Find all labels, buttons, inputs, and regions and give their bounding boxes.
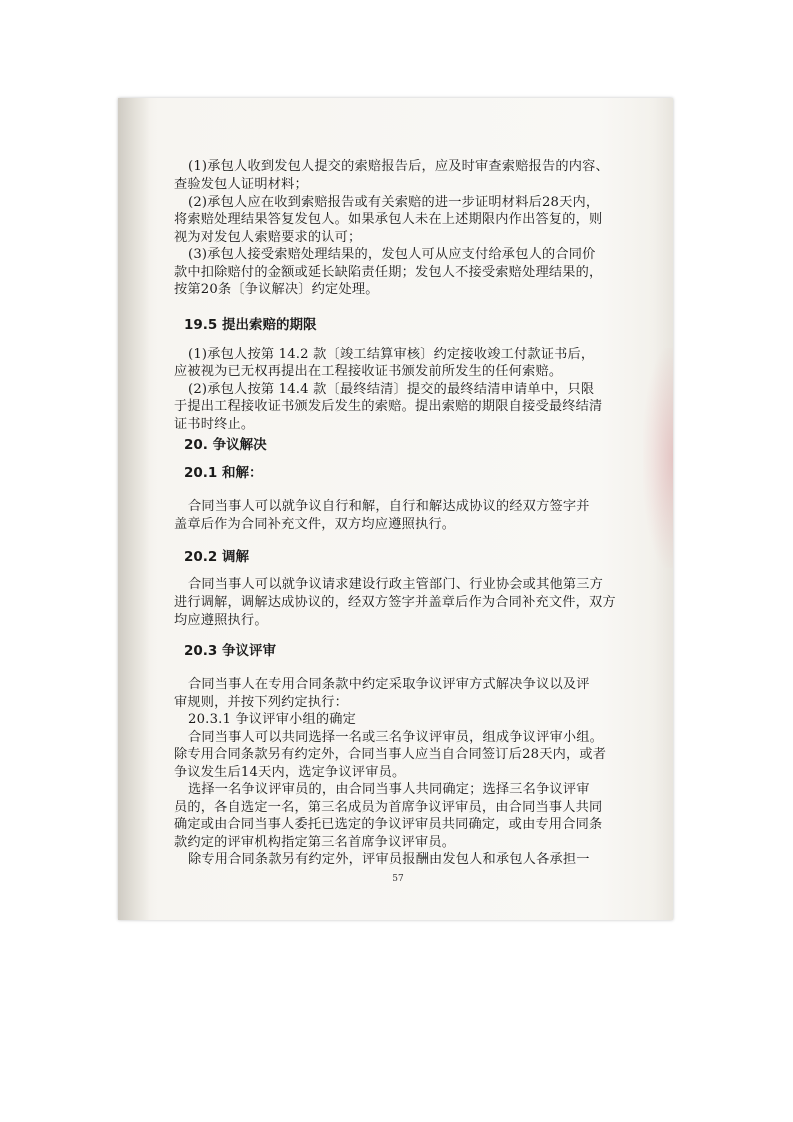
paragraph-line: 确定或由合同当事人委托已选定的争议评审员共同确定，或由专用合同条	[174, 817, 603, 832]
paragraph-line: (3)承包人接受索赔处理结果的，发包人可从应支付给承包人的合同价	[188, 247, 596, 262]
paragraph-line: 除专用合同条款另有约定外，评审员报酬由发包人和承包人各承担一	[188, 852, 590, 867]
paragraph-line: 选择一名争议评审员的，由合同当事人共同确定；选择三名争议评审	[188, 782, 590, 797]
paragraph-line: 合同当事人可以共同选择一名或三名争议评审员，组成争议评审小组。	[188, 730, 604, 745]
paragraph-line: (1)承包人按第 14.2 款〔竣工结算审核〕约定接收竣工付款证书后，	[188, 347, 595, 362]
section-heading: 20. 争议解决	[184, 437, 267, 453]
section-heading: 20.1 和解：	[184, 465, 263, 481]
paragraph-line: (2)承包人按第 14.4 款〔最终结清〕提交的最终结清申请单中，只限	[188, 382, 595, 397]
paragraph-line: 按第20条〔争议解决〕约定处理。	[174, 282, 379, 297]
paragraph-line: 争议发生后14天内，选定争议评审员。	[174, 765, 406, 780]
paragraph-line: 合同当事人在专用合同条款中约定采取争议评审方式解决争议以及评	[188, 677, 590, 692]
paragraph-line: 员的，各自选定一名，第三名成员为首席争议评审员，由合同当事人共同	[174, 800, 603, 815]
page-body	[118, 98, 673, 920]
paragraph-line: 款约定的评审机构指定第三名首席争议评审员。	[174, 835, 456, 850]
section-heading: 20.2 调解	[184, 549, 250, 565]
paragraph-line: 进行调解，调解达成协议的，经双方签字并盖章后作为合同补充文件，双方	[174, 595, 616, 610]
paragraph-line: (1)承包人收到发包人提交的索赔报告后，应及时审查索赔报告的内容、	[188, 159, 609, 174]
page-number: 57	[392, 874, 404, 884]
paragraph-line: 将索赔处理结果答复发包人。如果承包人未在上述期限内作出答复的，则	[174, 212, 603, 227]
scanned-page	[118, 98, 673, 920]
paragraph-line: 除专用合同条款另有约定外，合同当事人应当自合同签订后28天内，或者	[174, 747, 607, 762]
paragraph-line: 合同当事人可以就争议请求建设行政主管部门、行业协会或其他第三方	[188, 577, 604, 592]
paragraph-line: 审规则，并按下列约定执行：	[174, 695, 349, 710]
paragraph-line: 视为对发包人索赔要求的认可；	[174, 230, 362, 245]
section-heading: 19.5 提出索赔的期限	[184, 317, 317, 333]
paragraph-line: 应被视为已无权再提出在工程接收证书颁发前所发生的任何索赔。	[174, 364, 563, 379]
paragraph-line: (2)承包人应在收到索赔报告或有关索赔的进一步证明材料后28天内，	[188, 195, 600, 210]
paragraph-line: 均应遵照执行。	[174, 613, 268, 628]
paragraph-line: 于提出工程接收证书颁发后发生的索赔。提出索赔的期限自接受最终结清	[174, 399, 603, 414]
paragraph-line: 查验发包人证明材料；	[174, 177, 308, 192]
paragraph-line: 款中扣除赔付的金额或延长缺陷责任期；发包人不接受索赔处理结果的，	[174, 265, 603, 280]
paragraph-line: 证书时终止。	[174, 417, 255, 432]
subsection-heading: 20.3.1 争议评审小组的确定	[188, 712, 357, 727]
paragraph-line: 盖章后作为合同补充文件，双方均应遵照执行。	[174, 517, 456, 532]
section-heading: 20.3 争议评审	[184, 643, 277, 659]
paragraph-line: 合同当事人可以就争议自行和解，自行和解达成协议的经双方签字并	[188, 499, 590, 514]
